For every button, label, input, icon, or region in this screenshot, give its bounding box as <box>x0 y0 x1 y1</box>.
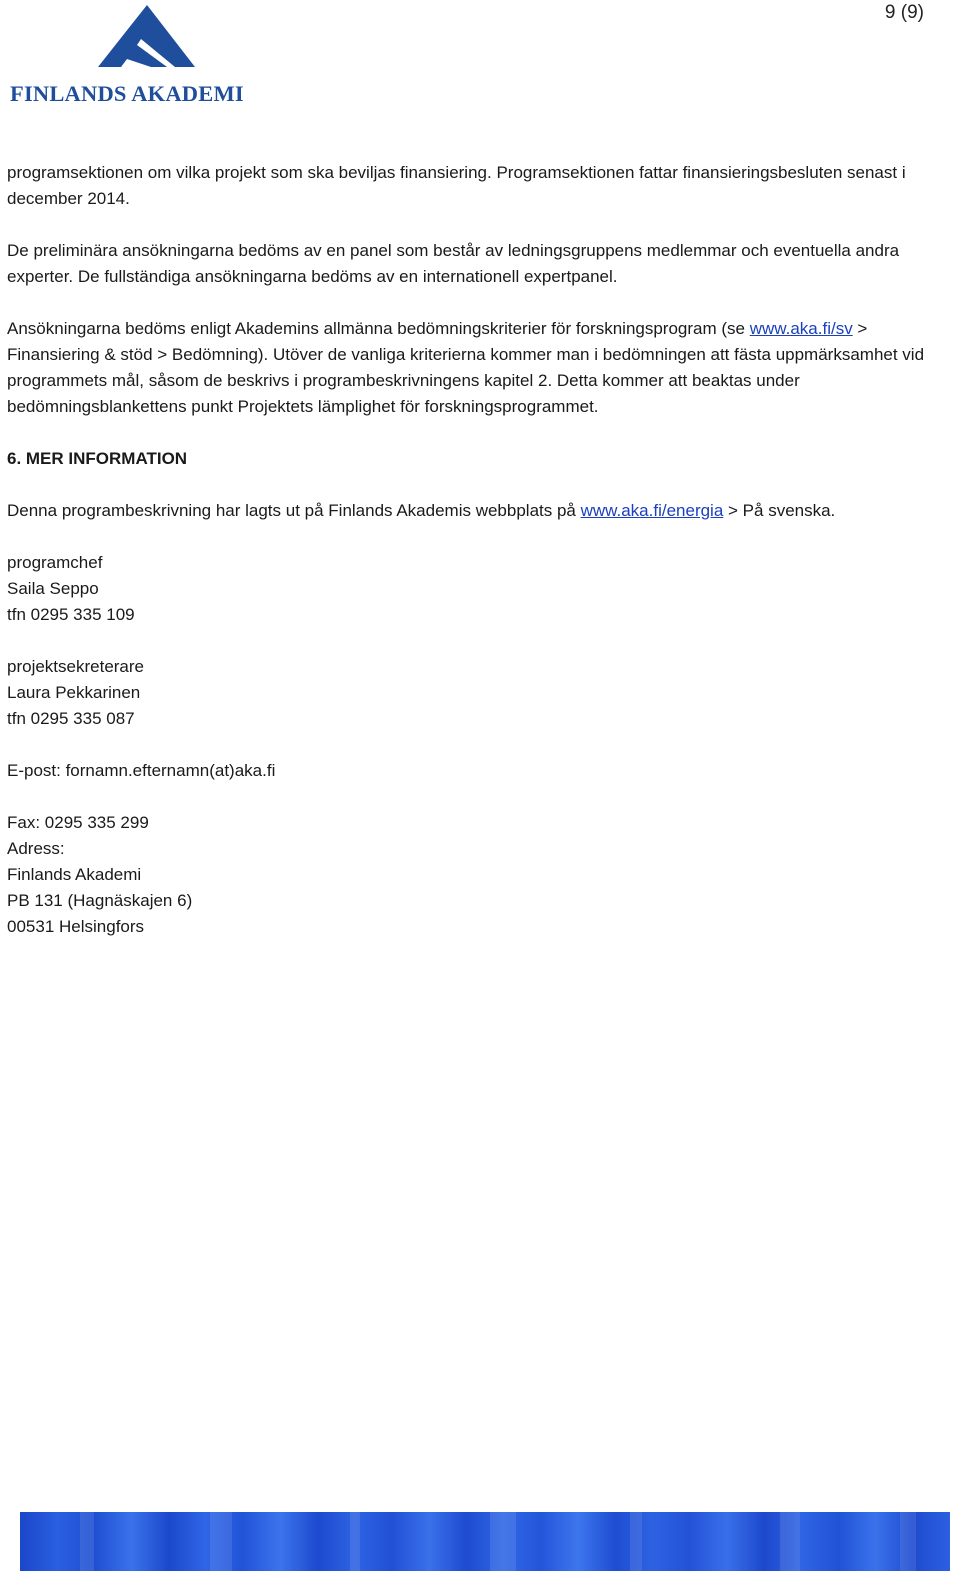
paragraph-evaluation-panel: De preliminära ansökningarna bedöms av en panel som består av ledningsgruppens medlemmar och eventuella andra experter. De fullständiga ansökningarna bedöms av en internationell expertpanel. <box>7 241 900 286</box>
contact-email: E-post: fornamn.efternamn(at)aka.fi <box>7 761 276 780</box>
footer-decorative-band <box>20 1512 950 1571</box>
finlands-akademi-logo <box>10 5 272 105</box>
document-body <box>7 160 957 966</box>
aka-energia-link[interactable]: www.aka.fi/energia <box>580 501 724 520</box>
contact-phone: tfn 0295 335 087 <box>7 709 135 728</box>
paragraph-criteria <box>7 316 957 420</box>
contact-fax: Fax: 0295 335 299 <box>7 813 149 832</box>
logo-text: FINLANDS AKADEMI <box>10 81 244 106</box>
contact-role: projektsekreterare <box>7 657 145 676</box>
contact-name: Laura Pekkarinen <box>7 683 141 702</box>
contact-address-group <box>7 810 957 940</box>
publication-text-start: Denna programbeskrivning har lagts ut på Finlands Akademis webbplats på <box>7 501 581 520</box>
contact-block <box>7 550 957 940</box>
contact-projektsekreterare <box>7 654 957 732</box>
contact-programchef <box>7 550 957 628</box>
address-organization: Finlands Akademi <box>7 865 142 884</box>
criteria-text-end: > Finansiering & stöd > Bedömning). Utöver de vanliga kriterierna kommer man i bedömningen att fästa uppmärksamhet vid programmets mål, såsom de beskrivs i programbeskrivningens kapitel 2. Detta kommer att beaktas under bedömningsblankettens punkt Projektets lämplighet för forskningsprogrammet. <box>7 319 925 416</box>
address-box: PB 131 (Hagnäskajen 6) <box>7 891 193 910</box>
paragraph-publication <box>7 498 957 524</box>
aka-sv-link[interactable]: www.aka.fi/sv <box>749 319 853 338</box>
publication-text-end: > På svenska. <box>723 501 836 520</box>
address-city: 00531 Helsingfors <box>7 917 145 936</box>
section-heading: 6. MER INFORMATION <box>7 449 188 468</box>
contact-role: programchef <box>7 553 103 572</box>
contact-name: Saila Seppo <box>7 579 99 598</box>
paragraph-decision: programsektionen om vilka projekt som ska beviljas finansiering. Programsektionen fattar finansieringsbesluten senast i december 2014. <box>7 163 906 208</box>
contact-email-group <box>7 758 957 784</box>
contact-phone: tfn 0295 335 109 <box>7 605 135 624</box>
address-label: Adress: <box>7 839 65 858</box>
triangle-logo-icon <box>10 5 272 85</box>
criteria-text-start: Ansökningarna bedöms enligt Akademins allmänna bedömningskriterier för forskningsprogram (se <box>7 319 750 338</box>
page-number: 9 (9) <box>884 2 924 23</box>
